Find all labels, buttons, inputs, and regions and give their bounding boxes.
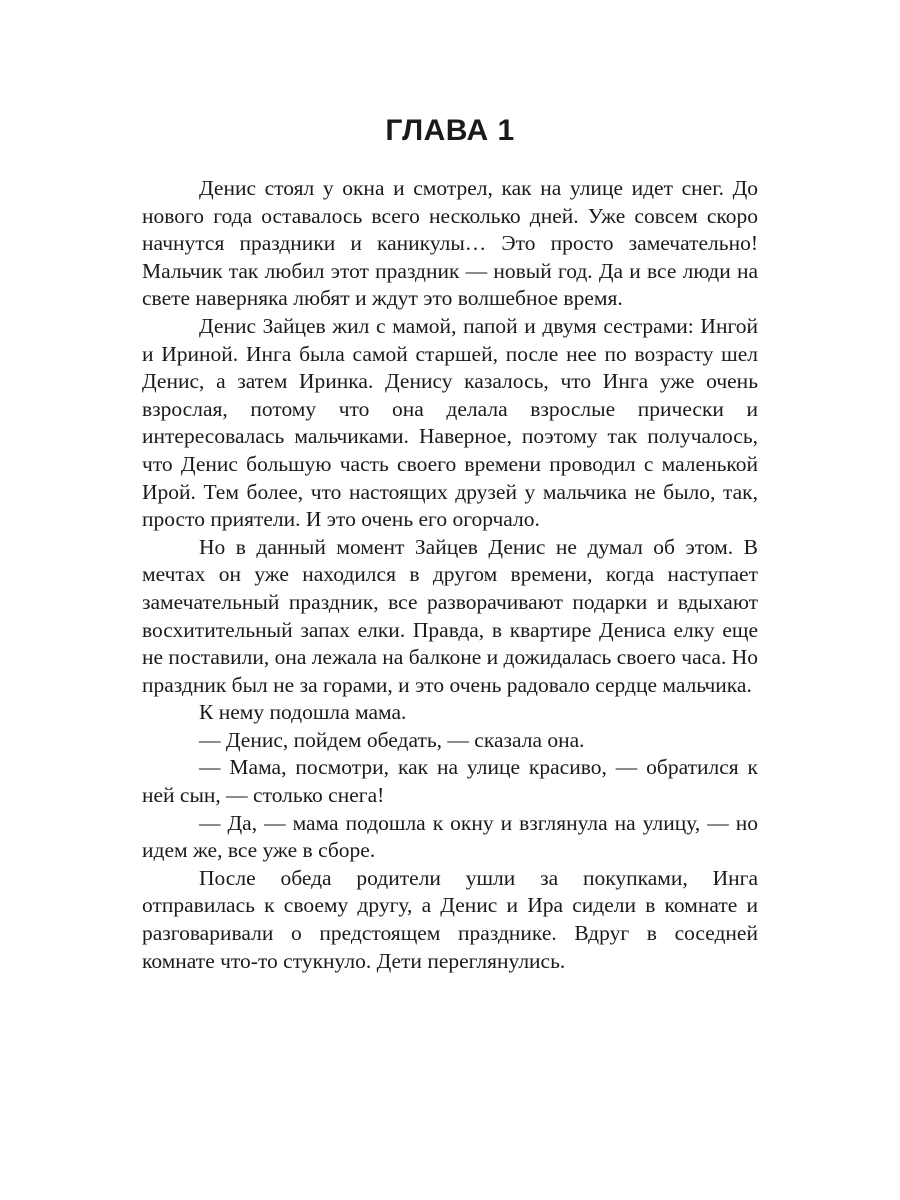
chapter-body xyxy=(142,175,758,975)
chapter-title: ГЛАВА 1 xyxy=(385,114,515,147)
dialogue-line: — Мама, посмотри, как на улице красиво, — обратился к ней сын, — столько снега! xyxy=(142,755,758,808)
paragraph: К нему подошла мама. xyxy=(199,700,407,725)
paragraph: После обеда родители ушли за покупками, Инга отправилась к своему другу, а Денис и Ира сидели в комнате и разговаривали о предстоящем празднике. Вдруг в соседней комнате что-то стукнуло. Дети переглянулись. xyxy=(142,865,758,973)
dialogue-line: — Денис, пойдем обедать, — сказала она. xyxy=(199,727,585,752)
paragraph: Но в данный момент Зайцев Денис не думал об этом. В мечтах он уже находился в другом времени, когда наступает замечательный праздник, все разворачивают подарки и вдыхают восхитительный запах елки. Правда, в квартире Дениса елку еще не поставили, она лежала на балконе и дожидалась своего часа. Но праздник был не за горами, и это очень радовало сердце мальчика. xyxy=(142,534,758,697)
paragraph: Денис Зайцев жил с мамой, папой и двумя сестрами: Ингой и Ириной. Инга была самой старшей, после нее по возрасту шел Денис, а затем Иринка. Денису казалось, что Инга уже очень взрослая, потому что она делала взрослые прически и интересовалась мальчиками. Наверное, поэтому так получалось, что Денис большую часть своего времени проводил с маленькой Ирой. Тем более, что настоящих друзей у мальчика не было, так, просто приятели. И это очень его огорчало. xyxy=(142,313,758,532)
paragraph: Денис стоял у окна и смотрел, как на улице идет снег. До нового года оставалось всего несколько дней. Уже совсем скоро начнутся праздники и каникулы… Это просто замечательно! Мальчик так любил этот праздник — новый год. Да и все люди на свете наверняка любят и ждут это волшебное время. xyxy=(142,176,758,311)
dialogue-line: — Да, — мама подошла к окну и взглянула на улицу, — но идем же, все уже в сборе. xyxy=(142,810,758,863)
